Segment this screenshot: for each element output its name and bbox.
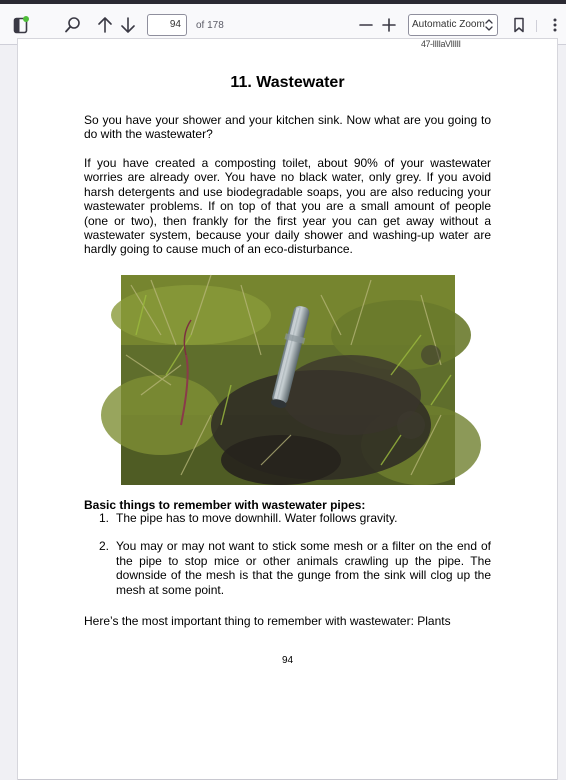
list-item-number: 2. xyxy=(99,539,110,554)
more-vertical-icon xyxy=(553,17,557,33)
zoom-select-value: Automatic Zoom xyxy=(412,19,485,30)
page-footer-number: 94 xyxy=(281,655,294,666)
paragraph-important: Here’s the most important thing to remember with wastewater: Plants xyxy=(84,614,451,628)
page-number-value: 94 xyxy=(169,19,181,30)
plus-icon xyxy=(382,18,396,32)
paragraph-composting: If you have created a composting toilet, about 90% of your wastewater worries are already over. You have no black water, only grey. If you avoid harsh detergents and use biodegradable soaps, you are also reducing your wastewater problems. If on top of that you are a small amount of people (one or two), then frankly for the first year you can get away without a wastewater system, because your daily shower and washing-up water are hardly going to cause much of an eco-disturbance. xyxy=(84,156,491,257)
list-item-text: The pipe has to move downhill. Water follows gravity. xyxy=(116,511,398,525)
page-number-input[interactable] xyxy=(147,14,187,36)
paragraph-intro: So you have your shower and your kitchen sink. Now what are you going to do with the wastewater? xyxy=(84,113,491,142)
previous-page-fragment: 47-IIIIaVIIIII xyxy=(421,39,461,49)
sidebar-icon xyxy=(13,16,29,34)
pdf-viewer[interactable] xyxy=(0,39,566,744)
list-heading: Basic things to remember with wastewater pipes: xyxy=(84,498,366,512)
list-item xyxy=(84,539,491,597)
pdf-page xyxy=(18,39,557,779)
previous-page-button[interactable] xyxy=(94,14,116,36)
wastewater-tips-list xyxy=(84,511,491,597)
chapter-title: 11. Wastewater xyxy=(230,74,345,91)
zoom-select[interactable] xyxy=(408,14,498,36)
list-item-text: You may or may not want to stick some mesh or a filter on the end of the pipe to stop mice or other animals crawling up the pipe. The downside of the mesh is that the gunge from the sink will clog up the mesh at some point. xyxy=(116,539,491,597)
chevron-updown-icon xyxy=(485,18,493,32)
find-button[interactable] xyxy=(62,14,84,36)
list-item-number: 1. xyxy=(99,511,110,525)
toolbar-separator xyxy=(536,20,537,32)
tools-menu-button[interactable] xyxy=(547,14,563,36)
page-count-label: of 178 xyxy=(196,20,224,31)
zoom-out-button[interactable] xyxy=(356,14,376,36)
list-item xyxy=(84,511,491,525)
next-page-button[interactable] xyxy=(117,14,139,36)
minus-icon xyxy=(359,18,373,32)
arrow-down-icon xyxy=(120,16,136,34)
sidebar-toggle-button[interactable] xyxy=(9,13,33,37)
zoom-in-button[interactable] xyxy=(379,14,399,36)
search-icon xyxy=(64,16,82,34)
arrow-up-icon xyxy=(97,16,113,34)
bookmark-button[interactable] xyxy=(510,14,528,36)
bookmark-icon xyxy=(513,17,525,33)
pipe-in-grass-photo xyxy=(121,275,455,485)
